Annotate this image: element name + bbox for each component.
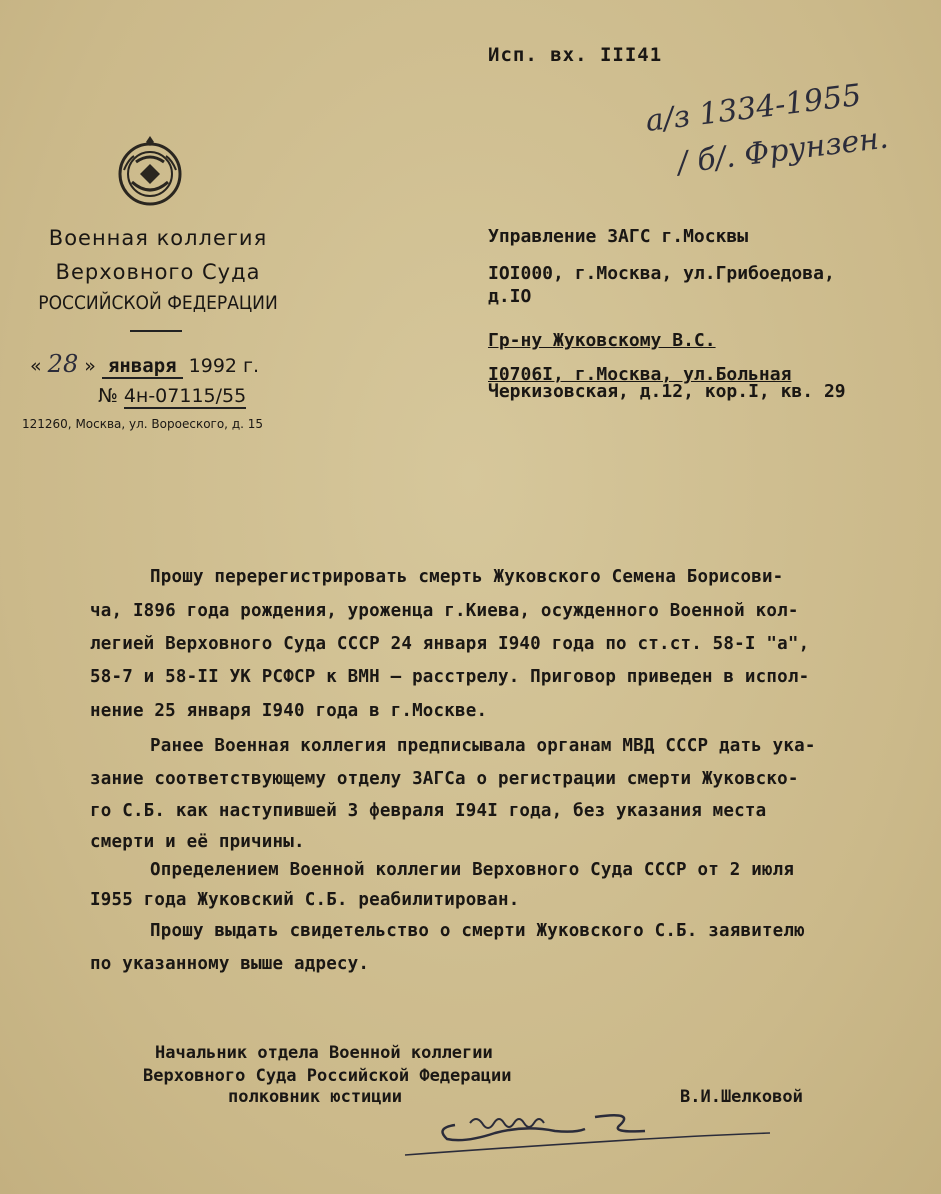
- body-line: смерти и её причины.: [90, 832, 305, 852]
- body-line: Определением Военной коллегии Верховного Суда СССР от 2 июля: [150, 860, 795, 880]
- handwritten-archive-note-line2: / б/. Фрунзен.: [675, 120, 891, 181]
- state-emblem-icon: [110, 132, 190, 212]
- organization-name-line3: РОССИЙСКОЙ ФЕДЕРАЦИИ: [38, 292, 278, 314]
- date-day: 28: [47, 350, 79, 378]
- signatory-title-line2: Верховного Суда Российской Федерации: [143, 1066, 512, 1086]
- date-close-quote: »: [84, 355, 96, 377]
- letter-number: [98, 385, 246, 407]
- signatory-title-line3: полковник юстиции: [228, 1087, 402, 1107]
- body-line: нение 25 января I940 года в г.Москве.: [90, 701, 488, 721]
- incoming-reference-number: Исп. вх. III41: [488, 44, 663, 66]
- date-year-word: г.: [243, 355, 260, 377]
- organization-address: 121260, Москва, ул. Вороеского, д. 15: [22, 417, 264, 431]
- recipient1-name: Управление ЗАГС г.Москвы: [488, 226, 749, 247]
- recipient1-address-line2: д.IO: [488, 286, 532, 307]
- body-line: го С.Б. как наступившей 3 февраля I94I года, без указания места: [90, 801, 767, 821]
- recipient1-address-line1: IOI000, г.Москва, ул.Грибоедова,: [488, 263, 835, 284]
- signatory-title-line1: Начальник отдела Военной коллегии: [155, 1043, 493, 1063]
- signatory-name: В.И.Шелковой: [680, 1087, 803, 1107]
- handwritten-archive-note-line1: а/з 1334-1955: [643, 77, 864, 139]
- body-line: по указанному выше адресу.: [90, 954, 370, 974]
- recipient2-name: Гр-ну Жуковскому В.С.: [488, 330, 716, 351]
- body-line: Прошу выдать свидетельство о смерти Жуковского С.Б. заявителю: [150, 921, 805, 941]
- body-line: зание соответствующему отделу ЗАГСа о регистрации смерти Жуковско-: [90, 769, 799, 789]
- body-line: легией Верховного Суда СССР 24 января I940 года по ст.ст. 58-I "а",: [90, 634, 810, 654]
- body-line: ча, I896 года рождения, уроженца г.Киева, осужденного Военной кол-: [90, 601, 799, 621]
- date-year-prefix: 19: [188, 355, 213, 377]
- letter-date: [30, 350, 259, 379]
- body-line: Ранее Военная коллегия предписывала органам МВД СССР дать ука-: [150, 736, 816, 756]
- body-line: 58-7 и 58-II УК РСФСР к ВМН – расстрелу. Приговор приведен в испол-: [90, 667, 810, 687]
- date-month: января: [102, 355, 183, 379]
- body-line: Прошу перерегистрировать смерть Жуковского Семена Борисови-: [150, 567, 784, 587]
- letter-number-value: 4н-07115/55: [123, 385, 247, 407]
- header-divider: [130, 330, 182, 332]
- organization-name-line2: Верховного Суда: [55, 260, 261, 284]
- recipient2-address-line1: I0706I, г.Москва, ул.Больная: [488, 364, 792, 385]
- organization-name-line1: Военная коллегия: [48, 226, 268, 250]
- handwritten-signature: [395, 1103, 775, 1168]
- letter-number-prefix: №: [98, 385, 118, 407]
- body-line: I955 года Жуковский С.Б. реабилитирован.: [90, 890, 520, 910]
- date-open-quote: «: [30, 355, 42, 377]
- date-year-suffix: 92: [212, 355, 237, 377]
- recipient2-address-line2: Черкизовская, д.12, кор.I, кв. 29: [488, 381, 846, 402]
